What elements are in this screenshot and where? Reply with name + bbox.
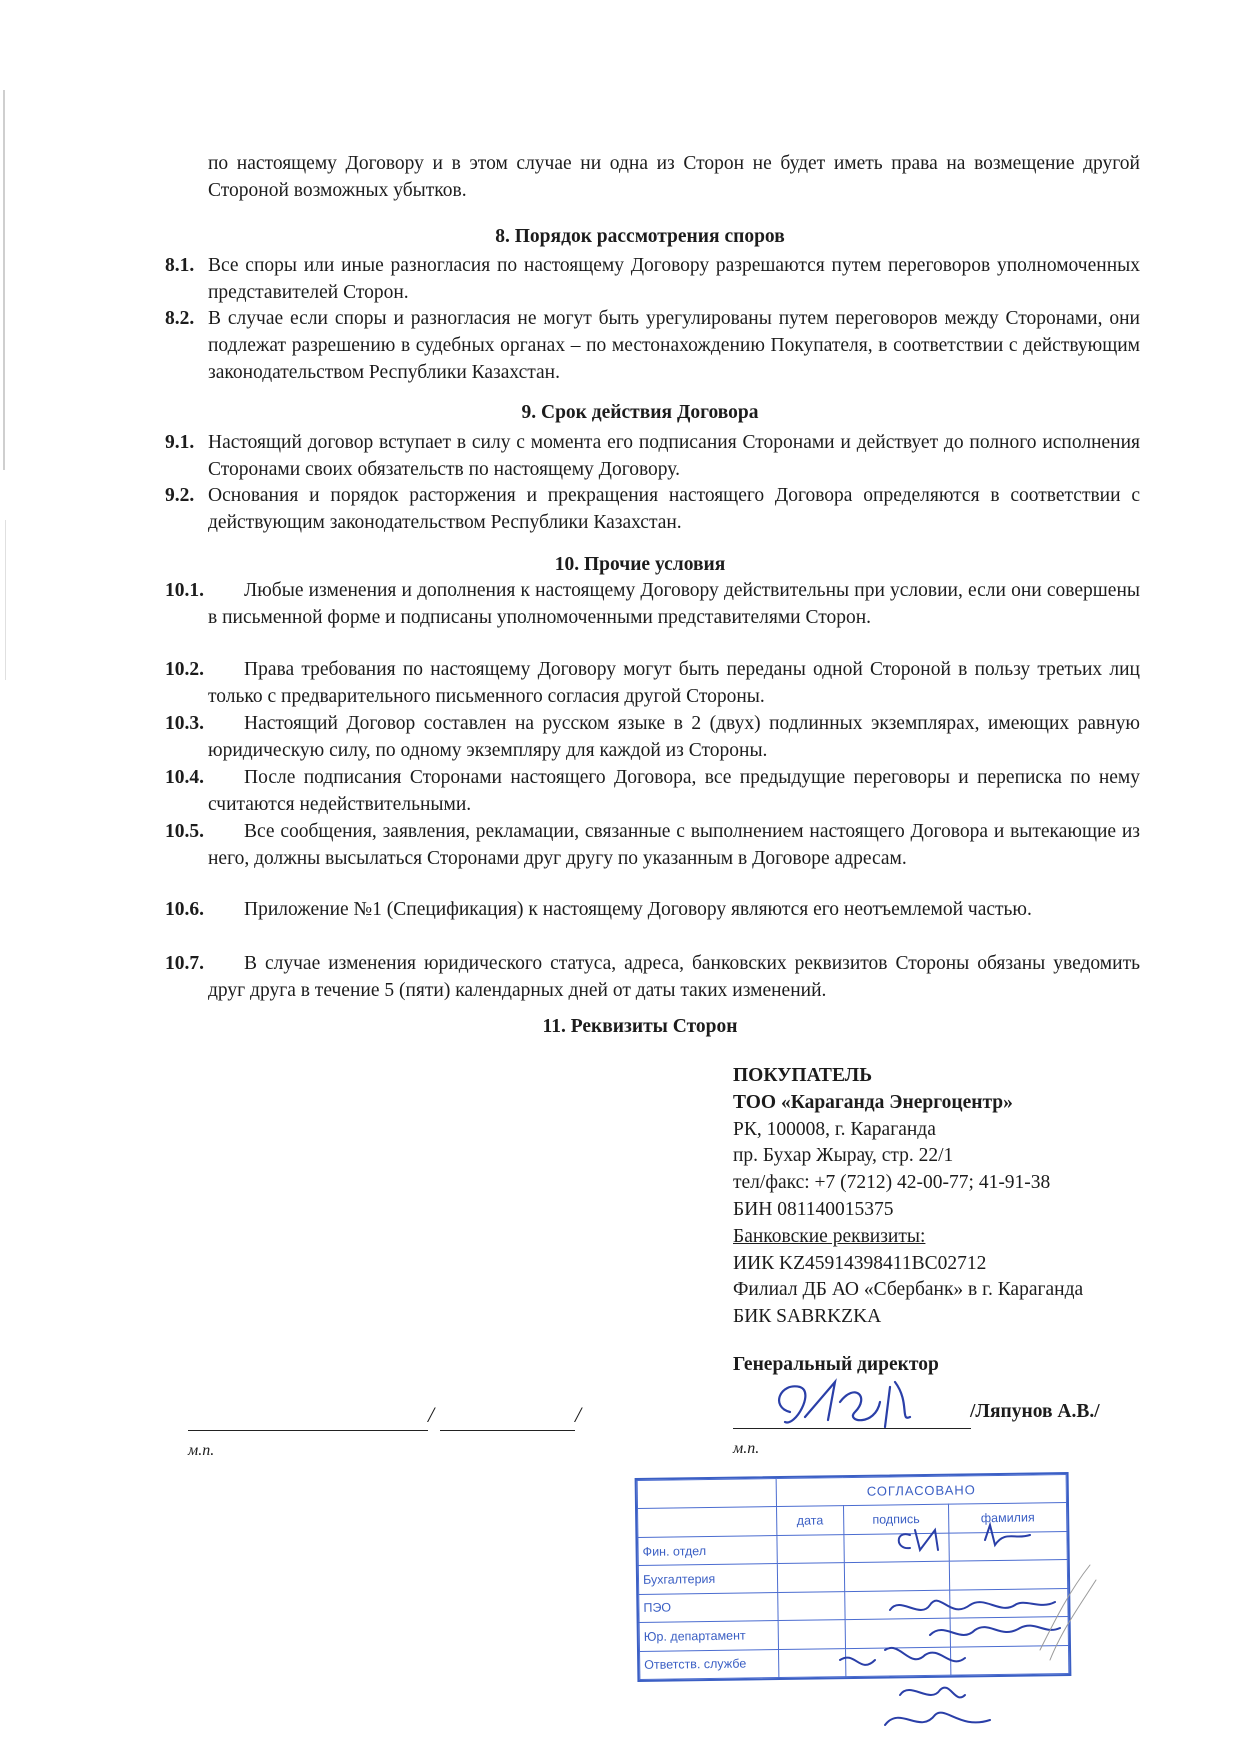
buyer-bank: Филиал ДБ АО «Сбербанк» в г. Караганда: [733, 1279, 1084, 1301]
buyer-company: ТОО «Караганда Энергоцентр»: [733, 1091, 1013, 1113]
top-paragraph: по настоящему Договору и в этом случае ни одна из Сторон не будет иметь права на возмещение другой Стороной возможных убытков.: [208, 153, 1140, 201]
approval-stamp-title: СОГЛАСОВАНО: [776, 1475, 1066, 1507]
signature-slash: /: [575, 1402, 582, 1427]
buyer-stamp-place: м.п.: [733, 1440, 760, 1457]
clause-number: 8.1.: [165, 255, 195, 276]
clause-number: 10.7.: [165, 953, 204, 974]
director-title: Генеральный директор: [733, 1354, 939, 1375]
buyer-address-line-1: РК, 100008, г. Караганда: [733, 1118, 936, 1140]
signature-slash: /: [428, 1402, 435, 1427]
row-peo: ПЭО: [639, 1592, 778, 1622]
seller-stamp-place: м.п.: [188, 1442, 215, 1459]
buyer-iik: ИИК KZ45914398411BC02712: [733, 1252, 987, 1274]
clause-number: 10.3.: [165, 713, 204, 734]
clause-text: Любые изменения и дополнения к настоящему Договору действительны при условии, если они совершены в письменной форме и подписаны уполномоченными представителями Сторон.: [208, 580, 1140, 628]
bank-details-heading: Банковские реквизиты:: [733, 1225, 926, 1247]
section-11-heading: 11. Реквизиты Сторон: [542, 1016, 738, 1037]
clause-text: В случае изменения юридического статуса, адреса, банковских реквизитов Стороны обязаны уведомить друг друга в течение 5 (пяти) календарных дней от даты таких изменений.: [208, 953, 1140, 1001]
clause-text: В случае если споры и разногласия не могут быть урегулированы путем переговоров между Сторонами, они подлежат разрешению в судебных органах – по местонахождению Покупателя, в соответствии с действующим законодательством Республики Казахстан.: [208, 308, 1140, 383]
clause-text: Права требования по настоящему Договору могут быть переданы одной Стороной в пользу третьих лиц только с предварительного письменного согласия другой Стороны.: [208, 659, 1140, 707]
buyer-role: ПОКУПАТЕЛЬ: [733, 1065, 873, 1086]
clause-number: 10.5.: [165, 821, 204, 842]
row-legal: Юр. департамент: [639, 1621, 778, 1651]
column-date: дата: [777, 1506, 844, 1535]
scan-edge-mark: [3, 90, 5, 470]
buyer-address-line-2: пр. Бухар Жырау, стр. 22/1: [733, 1145, 954, 1167]
row-responsible: Ответств. службе: [640, 1649, 779, 1679]
buyer-phone: тел/факс: +7 (7212) 42-00-77; 41-91-38: [733, 1172, 1051, 1194]
buyer-details: [733, 1063, 1193, 1331]
clause-number: 10.4.: [165, 767, 204, 788]
scan-edge-mark: [5, 520, 6, 680]
clause-text: Все споры или иные разногласия по настоящему Договору разрешаются путем переговоров уполномоченных представителей Сторон.: [208, 255, 1140, 303]
row-finance: Фин. отдел: [638, 1535, 777, 1565]
section-9-heading: 9. Срок действия Договора: [521, 402, 759, 423]
seller-signature-line: [188, 1430, 428, 1431]
clause-text: Настоящий Договор составлен на русском языке в 2 (двух) подлинных экземплярах, имеющих равную юридическую силу, по одному экземпляру для каждой из Стороны.: [208, 713, 1140, 761]
director-signature: [760, 1372, 960, 1442]
section-8-heading: 8. Порядок рассмотрения споров: [495, 226, 785, 247]
director-name: /Ляпунов А.В./: [970, 1401, 1100, 1422]
clause-text: После подписания Сторонами настоящего Договора, все предыдущие переговоры и переписка по нему считаются недействительными.: [208, 767, 1140, 815]
clause-number: 10.6.: [165, 899, 204, 920]
buyer-bik: БИК SABRKZKA: [733, 1306, 882, 1328]
clause-text: Приложение №1 (Спецификация) к настоящему Договору являются его неотъемлемой частью.: [244, 899, 1032, 920]
clause-text: Основания и порядок расторжения и прекращения настоящего Договора определяются в соответствии с действующим законодательством Республики Казахстан.: [208, 485, 1140, 533]
column-signature: подпись: [843, 1505, 949, 1535]
section-10-heading: 10. Прочие условия: [554, 554, 726, 575]
clause-number: 10.1.: [165, 580, 204, 601]
approval-signatures: [800, 1510, 1100, 1745]
clause-number: 10.2.: [165, 659, 204, 680]
clause-number: 8.2.: [165, 308, 195, 329]
seller-name-line: [440, 1430, 575, 1431]
column-surname: фамилия: [949, 1503, 1067, 1533]
row-accounting: Бухгалтерия: [638, 1564, 777, 1594]
clause-text: Все сообщения, заявления, рекламации, связанные с выполнением настоящего Договора и вытекающие из него, должны высылаться Сторонами друг другу по указанным в Договоре адресам.: [208, 821, 1140, 869]
clause-number: 9.2.: [165, 485, 195, 506]
clause-text: Настоящий договор вступает в силу с момента его подписания Сторонами и действует до полного исполнения Сторонами своих обязательств по настоящему Договору.: [208, 432, 1140, 480]
clause-number: 9.1.: [165, 432, 195, 453]
buyer-bin: БИН 081140015375: [733, 1198, 894, 1220]
